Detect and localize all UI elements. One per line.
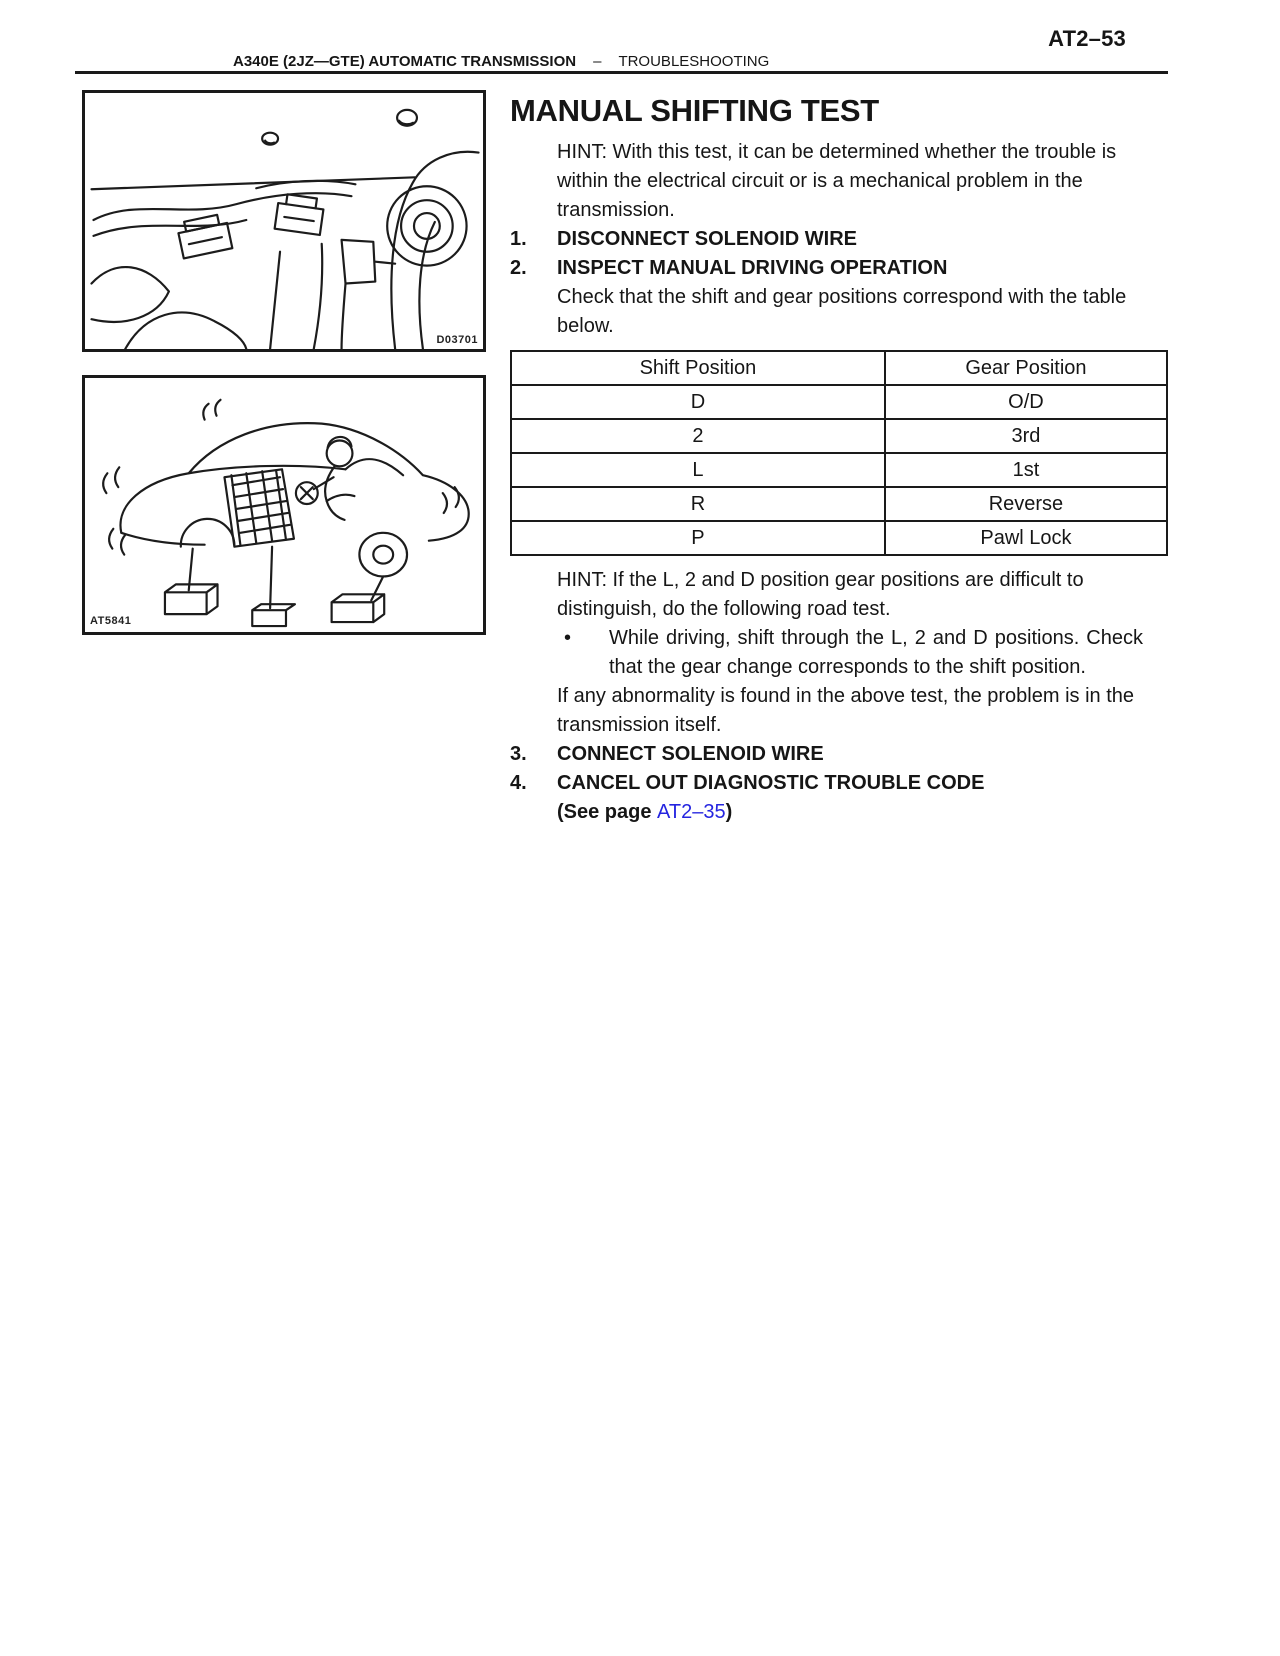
article bbox=[510, 94, 1168, 827]
road-test-hint: HINT: If the L, 2 and D position gear positions are difficult to distinguish, do the following road test. bbox=[557, 569, 1084, 620]
bullet-item bbox=[557, 624, 1168, 682]
gear-cell: 3rd bbox=[885, 419, 1167, 453]
gear-cell: Pawl Lock bbox=[885, 521, 1167, 555]
step-3 bbox=[510, 740, 1168, 769]
shift-cell: D bbox=[511, 385, 885, 419]
step-2 bbox=[510, 254, 1168, 283]
shift-cell: 2 bbox=[511, 419, 885, 453]
intro-hint: HINT: With this test, it can be determined whether the trouble is within the electrical circuit or is a mechanical problem in the transmission. bbox=[557, 141, 1117, 221]
header-title: A340E (2JZ—GTE) AUTOMATIC TRANSMISSION bbox=[233, 53, 577, 70]
step-number: 1. bbox=[510, 228, 527, 250]
table-row bbox=[511, 419, 1167, 453]
table-row bbox=[511, 453, 1167, 487]
step-heading: DISCONNECT SOLENOID WIRE bbox=[557, 228, 858, 250]
table-header-row bbox=[511, 351, 1167, 385]
header-separator: – bbox=[593, 53, 602, 70]
shift-cell: L bbox=[511, 453, 885, 487]
see-page-line bbox=[557, 798, 1168, 827]
column-header-gear: Gear Position bbox=[885, 351, 1167, 385]
figure-road-test bbox=[82, 375, 486, 635]
step-number: 2. bbox=[510, 257, 527, 279]
header-section: TROUBLESHOOTING bbox=[618, 53, 770, 70]
abnormality-note: If any abnormality is found in the above test, the problem is in the transmission itself. bbox=[557, 685, 1134, 736]
see-page-link[interactable]: AT2–35 bbox=[657, 801, 726, 823]
bullet-icon: • bbox=[564, 627, 572, 649]
table-row bbox=[511, 521, 1167, 555]
road-test-line-art bbox=[85, 378, 483, 632]
engine-bay-line-art bbox=[85, 93, 483, 349]
step-heading: CANCEL OUT DIAGNOSTIC TROUBLE CODE bbox=[557, 772, 985, 794]
gear-cell: O/D bbox=[885, 385, 1167, 419]
figure-code: AT5841 bbox=[90, 615, 132, 627]
gear-cell: 1st bbox=[885, 453, 1167, 487]
see-page-suffix: ) bbox=[725, 801, 733, 823]
step-heading: INSPECT MANUAL DRIVING OPERATION bbox=[557, 257, 948, 279]
step-4 bbox=[510, 769, 1168, 798]
running-header bbox=[233, 53, 769, 70]
figure-engine-bay bbox=[82, 90, 486, 352]
step-number: 4. bbox=[510, 772, 527, 794]
step-2-body: Check that the shift and gear positions correspond with the table below. bbox=[557, 286, 1127, 337]
bullet-text: While driving, shift through the L, 2 and D positions. Check that the gear change corresponds to the shift position. bbox=[609, 627, 1143, 678]
shift-cell: P bbox=[511, 521, 885, 555]
header-rule bbox=[75, 71, 1168, 74]
column-header-shift: Shift Position bbox=[511, 351, 885, 385]
table-row bbox=[511, 385, 1167, 419]
table-row bbox=[511, 487, 1167, 521]
gear-cell: Reverse bbox=[885, 487, 1167, 521]
step-1 bbox=[510, 225, 1168, 254]
step-number: 3. bbox=[510, 743, 527, 765]
shift-cell: R bbox=[511, 487, 885, 521]
section-title: MANUAL SHIFTING TEST bbox=[510, 93, 879, 128]
see-page-prefix: (See page bbox=[557, 801, 658, 823]
shift-gear-table bbox=[510, 350, 1168, 556]
page-number: AT2–53 bbox=[1048, 26, 1126, 51]
step-heading: CONNECT SOLENOID WIRE bbox=[557, 743, 824, 765]
figure-code: D03701 bbox=[436, 334, 478, 346]
